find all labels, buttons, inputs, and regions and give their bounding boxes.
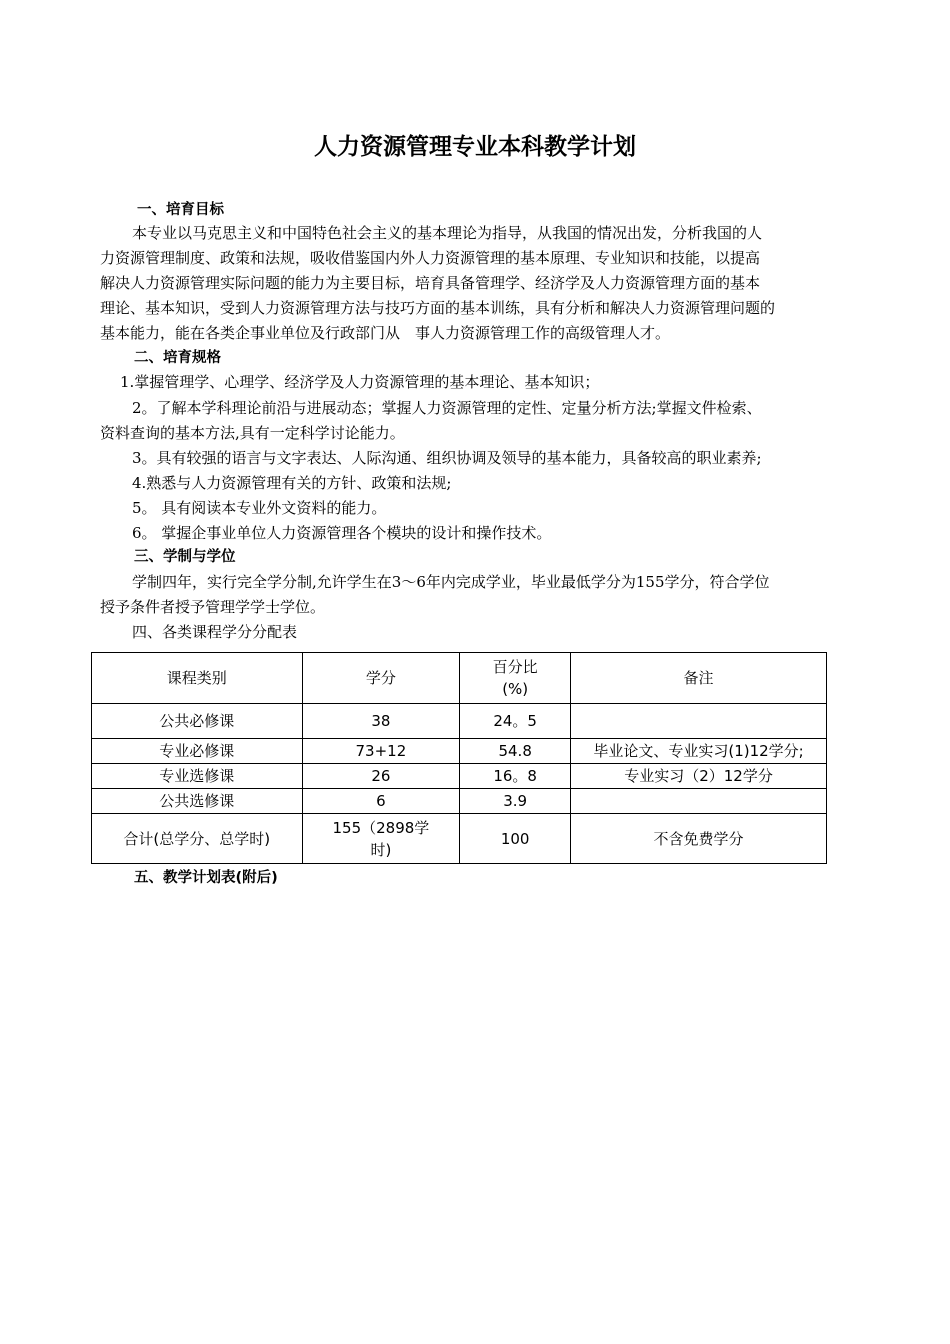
page-title: 人力资源管理专业本科教学计划 bbox=[314, 134, 636, 160]
list-item: 1.掌握管理学、心理学、经济学及人力资源管理的基本理论、基本知识； bbox=[120, 373, 600, 391]
cell-percent: 24。5 bbox=[460, 704, 571, 739]
table-row bbox=[92, 789, 827, 814]
table-row bbox=[92, 764, 827, 789]
section-heading-training-goal: 一、培育目标 bbox=[137, 202, 224, 218]
list-item-continued: 资料查询的基本方法,具有一定科学讨论能力。 bbox=[100, 424, 405, 442]
paragraph-line: 授予条件者授予管理学学士学位。 bbox=[100, 598, 326, 616]
cell-course-type: 公共选修课 bbox=[92, 789, 303, 814]
cell-total-percent: 100 bbox=[460, 814, 571, 864]
list-item: 3。具有较强的语言与文字表达、人际沟通、组织协调及领导的基本能力，具备较高的职业素养; bbox=[132, 449, 762, 467]
cell-remark: 专业实习（2）12学分 bbox=[571, 764, 827, 789]
cell-credits: 6 bbox=[302, 789, 460, 814]
cell-course-type: 专业必修课 bbox=[92, 739, 303, 764]
header-percent bbox=[460, 653, 571, 704]
cell-course-type: 专业选修课 bbox=[92, 764, 303, 789]
total-credits-line1: 155（2898学 bbox=[332, 818, 430, 837]
cell-remark: 毕业论文、专业实习(1)12学分; bbox=[571, 739, 827, 764]
cell-total-note: 不含免费学分 bbox=[571, 814, 827, 864]
paragraph-line: 本专业以马克思主义和中国特色社会主义的基本理论为指导，从我国的情况出发，分析我国的人 bbox=[132, 224, 763, 242]
paragraph-line: 理论、基本知识，受到人力资源管理方法与技巧方面的基本训练，具有分析和解决人力资源管理问题的 bbox=[100, 299, 776, 317]
list-item: 4.熟悉与人力资源管理有关的方针、政策和法规; bbox=[132, 474, 452, 492]
paragraph-line: 力资源管理制度、政策和法规，吸收借鉴国内外人力资源管理的基本原理、专业知识和技能，以提高 bbox=[100, 249, 761, 267]
table-header-row bbox=[92, 653, 827, 704]
list-item: 2。了解本学科理论前沿与进展动态；掌握人力资源管理的定性、定量分析方法;掌握文件检索、 bbox=[132, 399, 762, 417]
cell-remark bbox=[571, 704, 827, 739]
header-course-type: 课程类别 bbox=[92, 653, 303, 704]
cell-credits: 73+12 bbox=[302, 739, 460, 764]
list-item: 5。 具有阅读本专业外文资料的能力。 bbox=[132, 499, 387, 517]
cell-remark bbox=[571, 789, 827, 814]
paragraph-line: 基本能力，能在各类企事业单位及行政部门从 事人力资源管理工作的高级管理人才。 bbox=[100, 324, 671, 342]
table-row bbox=[92, 739, 827, 764]
total-credits-line2: 时) bbox=[370, 840, 392, 859]
table-total-row bbox=[92, 814, 827, 864]
paragraph-line: 解决人力资源管理实际问题的能力为主要目标，培育具备管理学、经济学及人力资源管理方面的基本 bbox=[100, 274, 761, 292]
cell-total-credits bbox=[302, 814, 460, 864]
cell-percent: 16。8 bbox=[460, 764, 571, 789]
cell-credits: 26 bbox=[302, 764, 460, 789]
section-heading-training-spec: 二、培育规格 bbox=[134, 350, 221, 366]
section-heading-credit-table: 四、各类课程学分分配表 bbox=[132, 623, 298, 641]
cell-percent: 54.8 bbox=[460, 739, 571, 764]
credit-distribution-table bbox=[91, 652, 827, 864]
header-percent-line1: 百分比 bbox=[492, 658, 538, 676]
header-percent-line2: (%) bbox=[502, 680, 529, 698]
header-credits: 学分 bbox=[302, 653, 460, 704]
table-row bbox=[92, 704, 827, 739]
list-item: 6。 掌握企事业单位人力资源管理各个模块的设计和操作技术。 bbox=[132, 524, 552, 542]
paragraph-line: 学制四年，实行完全学分制,允许学生在3～6年内完成学业，毕业最低学分为155学分，符合学位 bbox=[132, 573, 770, 591]
header-remark: 备注 bbox=[571, 653, 827, 704]
cell-credits: 38 bbox=[302, 704, 460, 739]
cell-total-label: 合计(总学分、总学时) bbox=[92, 814, 303, 864]
section-heading-degree: 三、学制与学位 bbox=[134, 549, 236, 565]
cell-percent: 3.9 bbox=[460, 789, 571, 814]
section-heading-teaching-plan: 五、教学计划表(附后) bbox=[134, 870, 278, 886]
cell-course-type: 公共必修课 bbox=[92, 704, 303, 739]
